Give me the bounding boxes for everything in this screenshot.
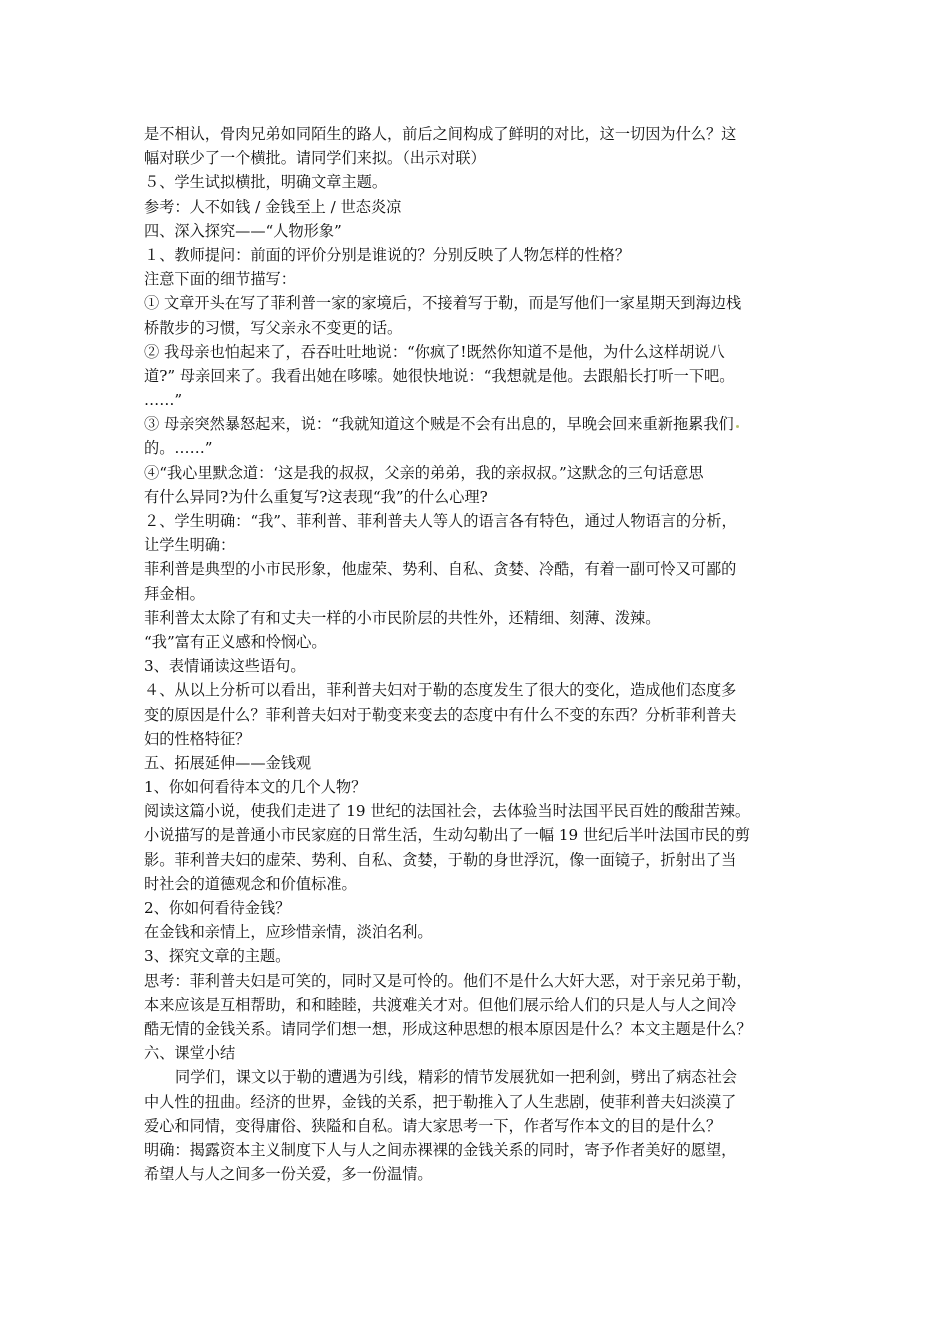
text-line: ２、学生明确：“我”、菲利普、菲利普夫人等人的语言各有特色，通过人物语言的分析， xyxy=(144,512,737,530)
section-heading: 六、课堂小结 xyxy=(144,1044,236,1063)
text-line-with-mark xyxy=(144,412,812,436)
text-line: 爱心和同情，变得庸俗、狭隘和自私。请大家思考一下，作者写作本文的目的是什么？ xyxy=(144,1116,722,1135)
text-line: 3、探究文章的主题。 xyxy=(144,947,291,966)
text-line: ① 文章开头在写了菲利普一家的家境后，不接着写于勒，而是写他们一家星期天到海边栈 xyxy=(144,294,742,313)
text-line: 拜金相。 xyxy=(144,584,205,603)
text-line: 影。菲利普夫妇的虚荣、势利、自私、贪婪，于勒的身世浮沉，像一面镜子，折射出了当 xyxy=(144,850,737,869)
text-line: ④“我心里默念道：‘这是我的叔叔，父亲的弟弟，我的亲叔叔。”这默念的三句话意思 xyxy=(144,463,704,482)
document-body xyxy=(144,122,812,1186)
text-line: 桥散步的习惯，写父亲永不变更的话。 xyxy=(144,318,403,337)
text-line: 幅对联少了一个横批。请同学们来拟。（出示对联） xyxy=(144,149,486,168)
text-line: 在金钱和亲情上，应珍惜亲情，淡泊名利。 xyxy=(144,923,433,942)
mark-dot xyxy=(736,425,739,428)
text-line: 的。……” xyxy=(144,439,213,458)
text-line: 菲利普是典型的小市民形象，他虚荣、势利、自私、贪婪、冷酷，有着一副可怜又可鄙的 xyxy=(144,560,737,579)
text-line: 小说描写的是普通小市民家庭的日常生活，生动勾勒出了一幅 19 世纪后半叶法国市民的剪 xyxy=(144,826,751,845)
text-line: 变的原因是什么？菲利普夫妇对于勒变来变去的态度中有什么不变的东西？分析菲利普夫 xyxy=(144,705,737,724)
text-line: 有什么异同?为什么重复写?这表现“我”的什么心理? xyxy=(144,487,488,506)
text-line: 阅读这篇小说，使我们走进了 19 世纪的法国社会，去体验当时法国平民百姓的酸甜苦辣。 xyxy=(144,802,751,821)
text-line: ③ 母亲突然暴怒起来，说：“我就知道这个贼是不会有出息的，早晚会回来重新拖累我们 xyxy=(144,415,734,434)
text-line: 菲利普太太除了有和丈夫一样的小市民阶层的共性外，还精细、刻薄、泼辣。 xyxy=(144,608,661,627)
text-line: ５、学生试拟横批，明确文章主题。 xyxy=(144,173,387,192)
text-line: 1、你如何看待本文的几个人物？ xyxy=(144,778,367,797)
section-heading: 五、拓展延伸——金钱观 xyxy=(144,753,312,772)
text-line: 参考：人不如钱 / 金钱至上 / 世态炎凉 xyxy=(144,197,402,216)
text-line: 是不相认，骨肉兄弟如同陌生的路人，前后之间构成了鲜明的对比，这一切因为什么？这 xyxy=(144,125,737,143)
text-line: 明确：揭露资本主义制度下人与人之间赤裸裸的金钱关系的同时，寄予作者美好的愿望， xyxy=(144,1140,737,1159)
text-line: 道?” 母亲回来了。我看出她在哆嗦。她很快地说：“我想就是他。去跟船长打听一下吧。 xyxy=(144,366,735,385)
text-line: 同学们，课文以于勒的遭遇为引线，精彩的情节发展犹如一把利剑，劈出了病态社会 xyxy=(175,1068,737,1087)
text-line: 中人性的扭曲。经济的世界，金钱的关系，把于勒推入了人生悲剧，使菲利普夫妇淡漠了 xyxy=(144,1092,737,1111)
text-line: 时社会的道德观念和价值标准。 xyxy=(144,874,357,893)
text-line: 注意下面的细节描写： xyxy=(144,270,296,289)
text-line: ② 我母亲也怕起来了，吞吞吐吐地说：“你疯了!既然你知道不是他，为什么这样胡说八 xyxy=(144,342,725,361)
text-line: １、教师提问：前面的评价分别是谁说的？分别反映了人物怎样的性格？ xyxy=(144,245,630,264)
text-line: 本来应该是互相帮助，和和睦睦，共渡难关才对。但他们展示给人们的只是人与人之间冷 xyxy=(144,995,737,1014)
text-line: ４、从以上分析可以看出，菲利普夫妇对于勒的态度发生了很大的变化，造成他们态度多 xyxy=(144,681,737,700)
text-line: 酷无情的金钱关系。请同学们想一想，形成这种思想的根本原因是什么？本文主题是什么？ xyxy=(144,1019,752,1038)
text-line: 妇的性格特征？ xyxy=(144,729,251,748)
text-line: ……” xyxy=(144,391,183,410)
text-line: 希望人与人之间多一份关爱，多一份温情。 xyxy=(144,1165,433,1184)
text-line: 让学生明确： xyxy=(144,536,236,555)
text-line: “我”富有正义感和怜悯心。 xyxy=(144,632,327,651)
section-heading: 四、深入探究——“人物形象” xyxy=(144,221,342,240)
text-line: 2、你如何看待金钱？ xyxy=(144,899,291,917)
text-line: 思考：菲利普夫妇是可笑的，同时又是可怜的。他们不是什么大奸大恶，对于亲兄弟于勒， xyxy=(144,971,752,990)
text-line: 3、表情诵读这些语句。 xyxy=(144,657,306,676)
